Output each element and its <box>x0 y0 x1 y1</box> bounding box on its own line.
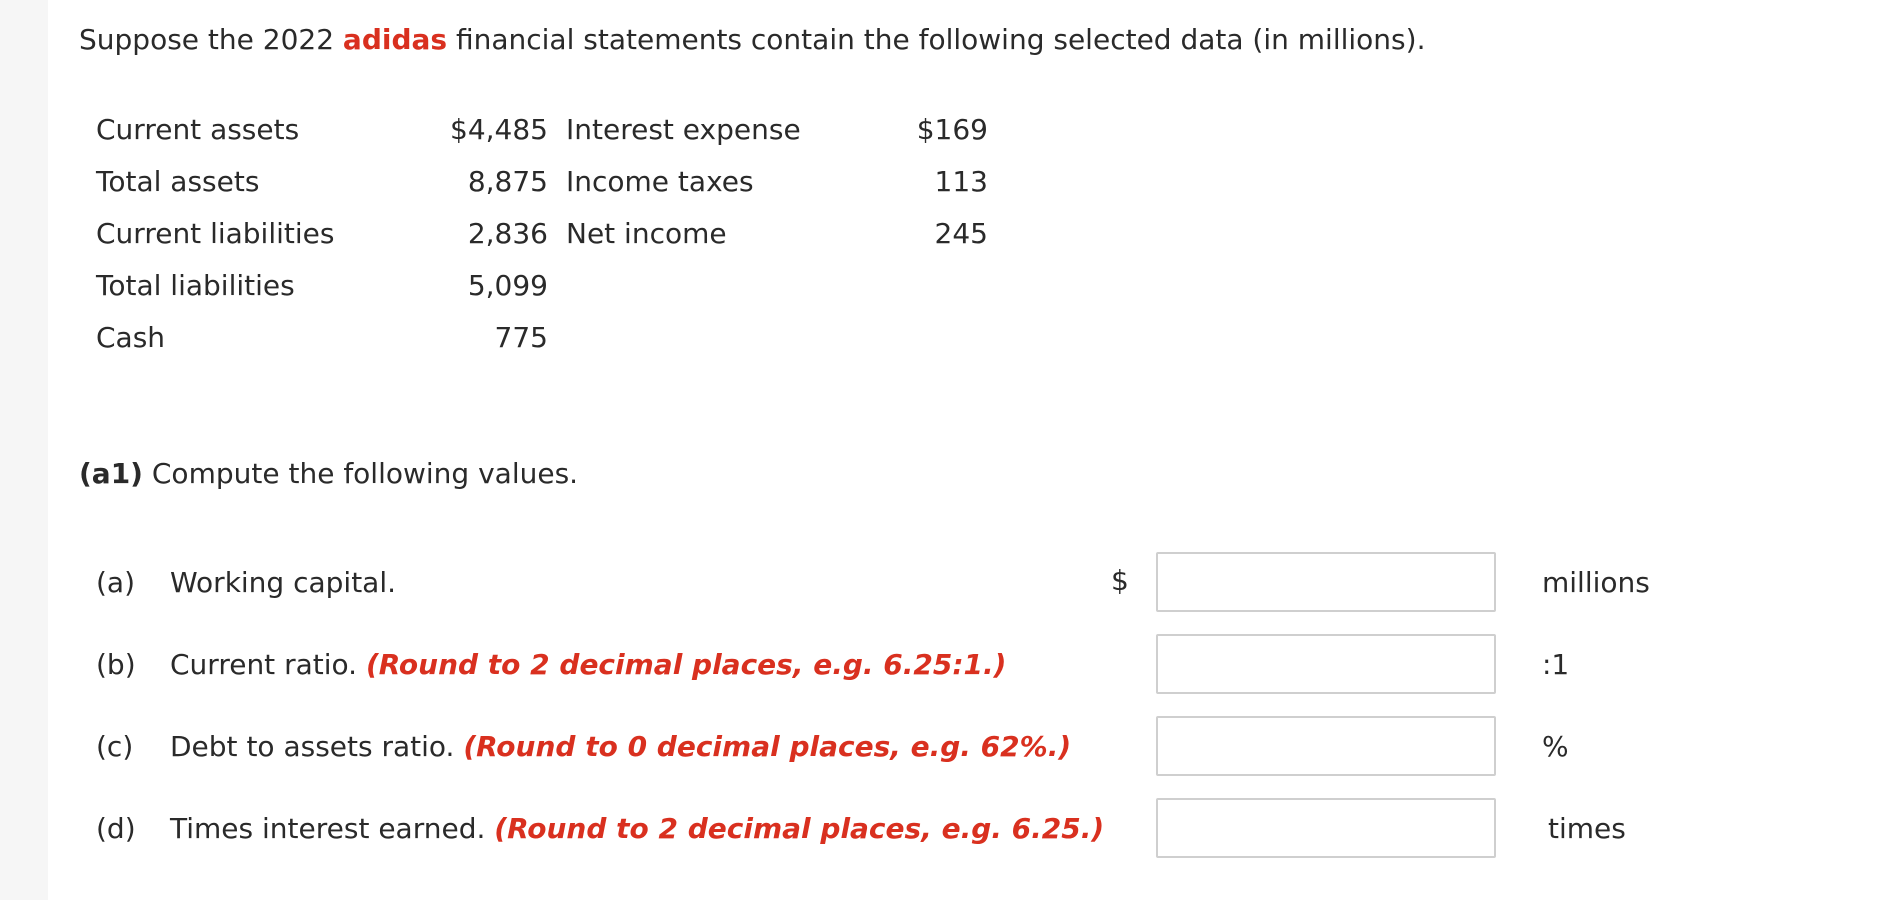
section-tag: (a1) <box>79 457 143 490</box>
question-a-text <box>170 565 396 601</box>
section-text: Compute the following values. <box>142 457 579 490</box>
question-a-letter: (a) <box>96 566 136 599</box>
question-b-letter: (b) <box>96 648 136 681</box>
debt-to-assets-unit: % <box>1542 730 1569 763</box>
question-c-hint: (Round to 0 decimal places, e.g. 62%.) <box>463 730 1072 763</box>
current-assets-value: $4,485 <box>450 113 548 146</box>
total-assets-value: 8,875 <box>467 165 548 198</box>
question-a-label: Working capital. <box>170 566 397 599</box>
company-name: adidas <box>342 23 448 56</box>
question-b-label: Current ratio. <box>170 648 366 681</box>
problem-intro <box>79 22 1425 58</box>
question-b-text <box>170 647 1006 683</box>
debt-to-assets-input[interactable] <box>1156 716 1496 776</box>
net-income-label: Net income <box>566 217 727 250</box>
current-ratio-input[interactable] <box>1156 634 1496 694</box>
times-interest-earned-unit: times <box>1548 812 1626 845</box>
question-d-hint: (Round to 2 decimal places, e.g. 6.25.) <box>494 812 1105 845</box>
question-c-letter: (c) <box>96 730 134 763</box>
current-assets-label: Current assets <box>96 113 300 146</box>
times-interest-earned-input[interactable] <box>1156 798 1496 858</box>
total-liabilities-value: 5,099 <box>467 269 548 302</box>
question-c-text <box>170 729 1071 765</box>
cash-label: Cash <box>96 321 166 354</box>
interest-expense-label: Interest expense <box>566 113 801 146</box>
question-page <box>48 0 1892 900</box>
current-liabilities-value: 2,836 <box>467 217 548 250</box>
question-b-hint: (Round to 2 decimal places, e.g. 6.25:1.) <box>365 648 1007 681</box>
working-capital-input[interactable] <box>1156 552 1496 612</box>
intro-text-before: Suppose the 2022 <box>79 23 343 56</box>
total-liabilities-label: Total liabilities <box>96 269 295 302</box>
net-income-value: 245 <box>934 217 988 250</box>
interest-expense-value: $169 <box>916 113 988 146</box>
current-ratio-unit: :1 <box>1542 648 1570 681</box>
question-d-label: Times interest earned. <box>170 812 495 845</box>
question-d-text <box>170 811 1104 847</box>
section-heading <box>79 456 578 492</box>
cash-value: 775 <box>494 321 548 354</box>
intro-text-after: financial statements contain the following selected data (in millions). <box>447 23 1426 56</box>
question-d-letter: (d) <box>96 812 136 845</box>
question-c-label: Debt to assets ratio. <box>170 730 464 763</box>
total-assets-label: Total assets <box>96 165 260 198</box>
income-taxes-value: 113 <box>934 165 988 198</box>
dollar-sign: $ <box>1111 564 1129 597</box>
current-liabilities-label: Current liabilities <box>96 217 335 250</box>
income-taxes-label: Income taxes <box>566 165 754 198</box>
working-capital-unit: millions <box>1542 566 1650 599</box>
